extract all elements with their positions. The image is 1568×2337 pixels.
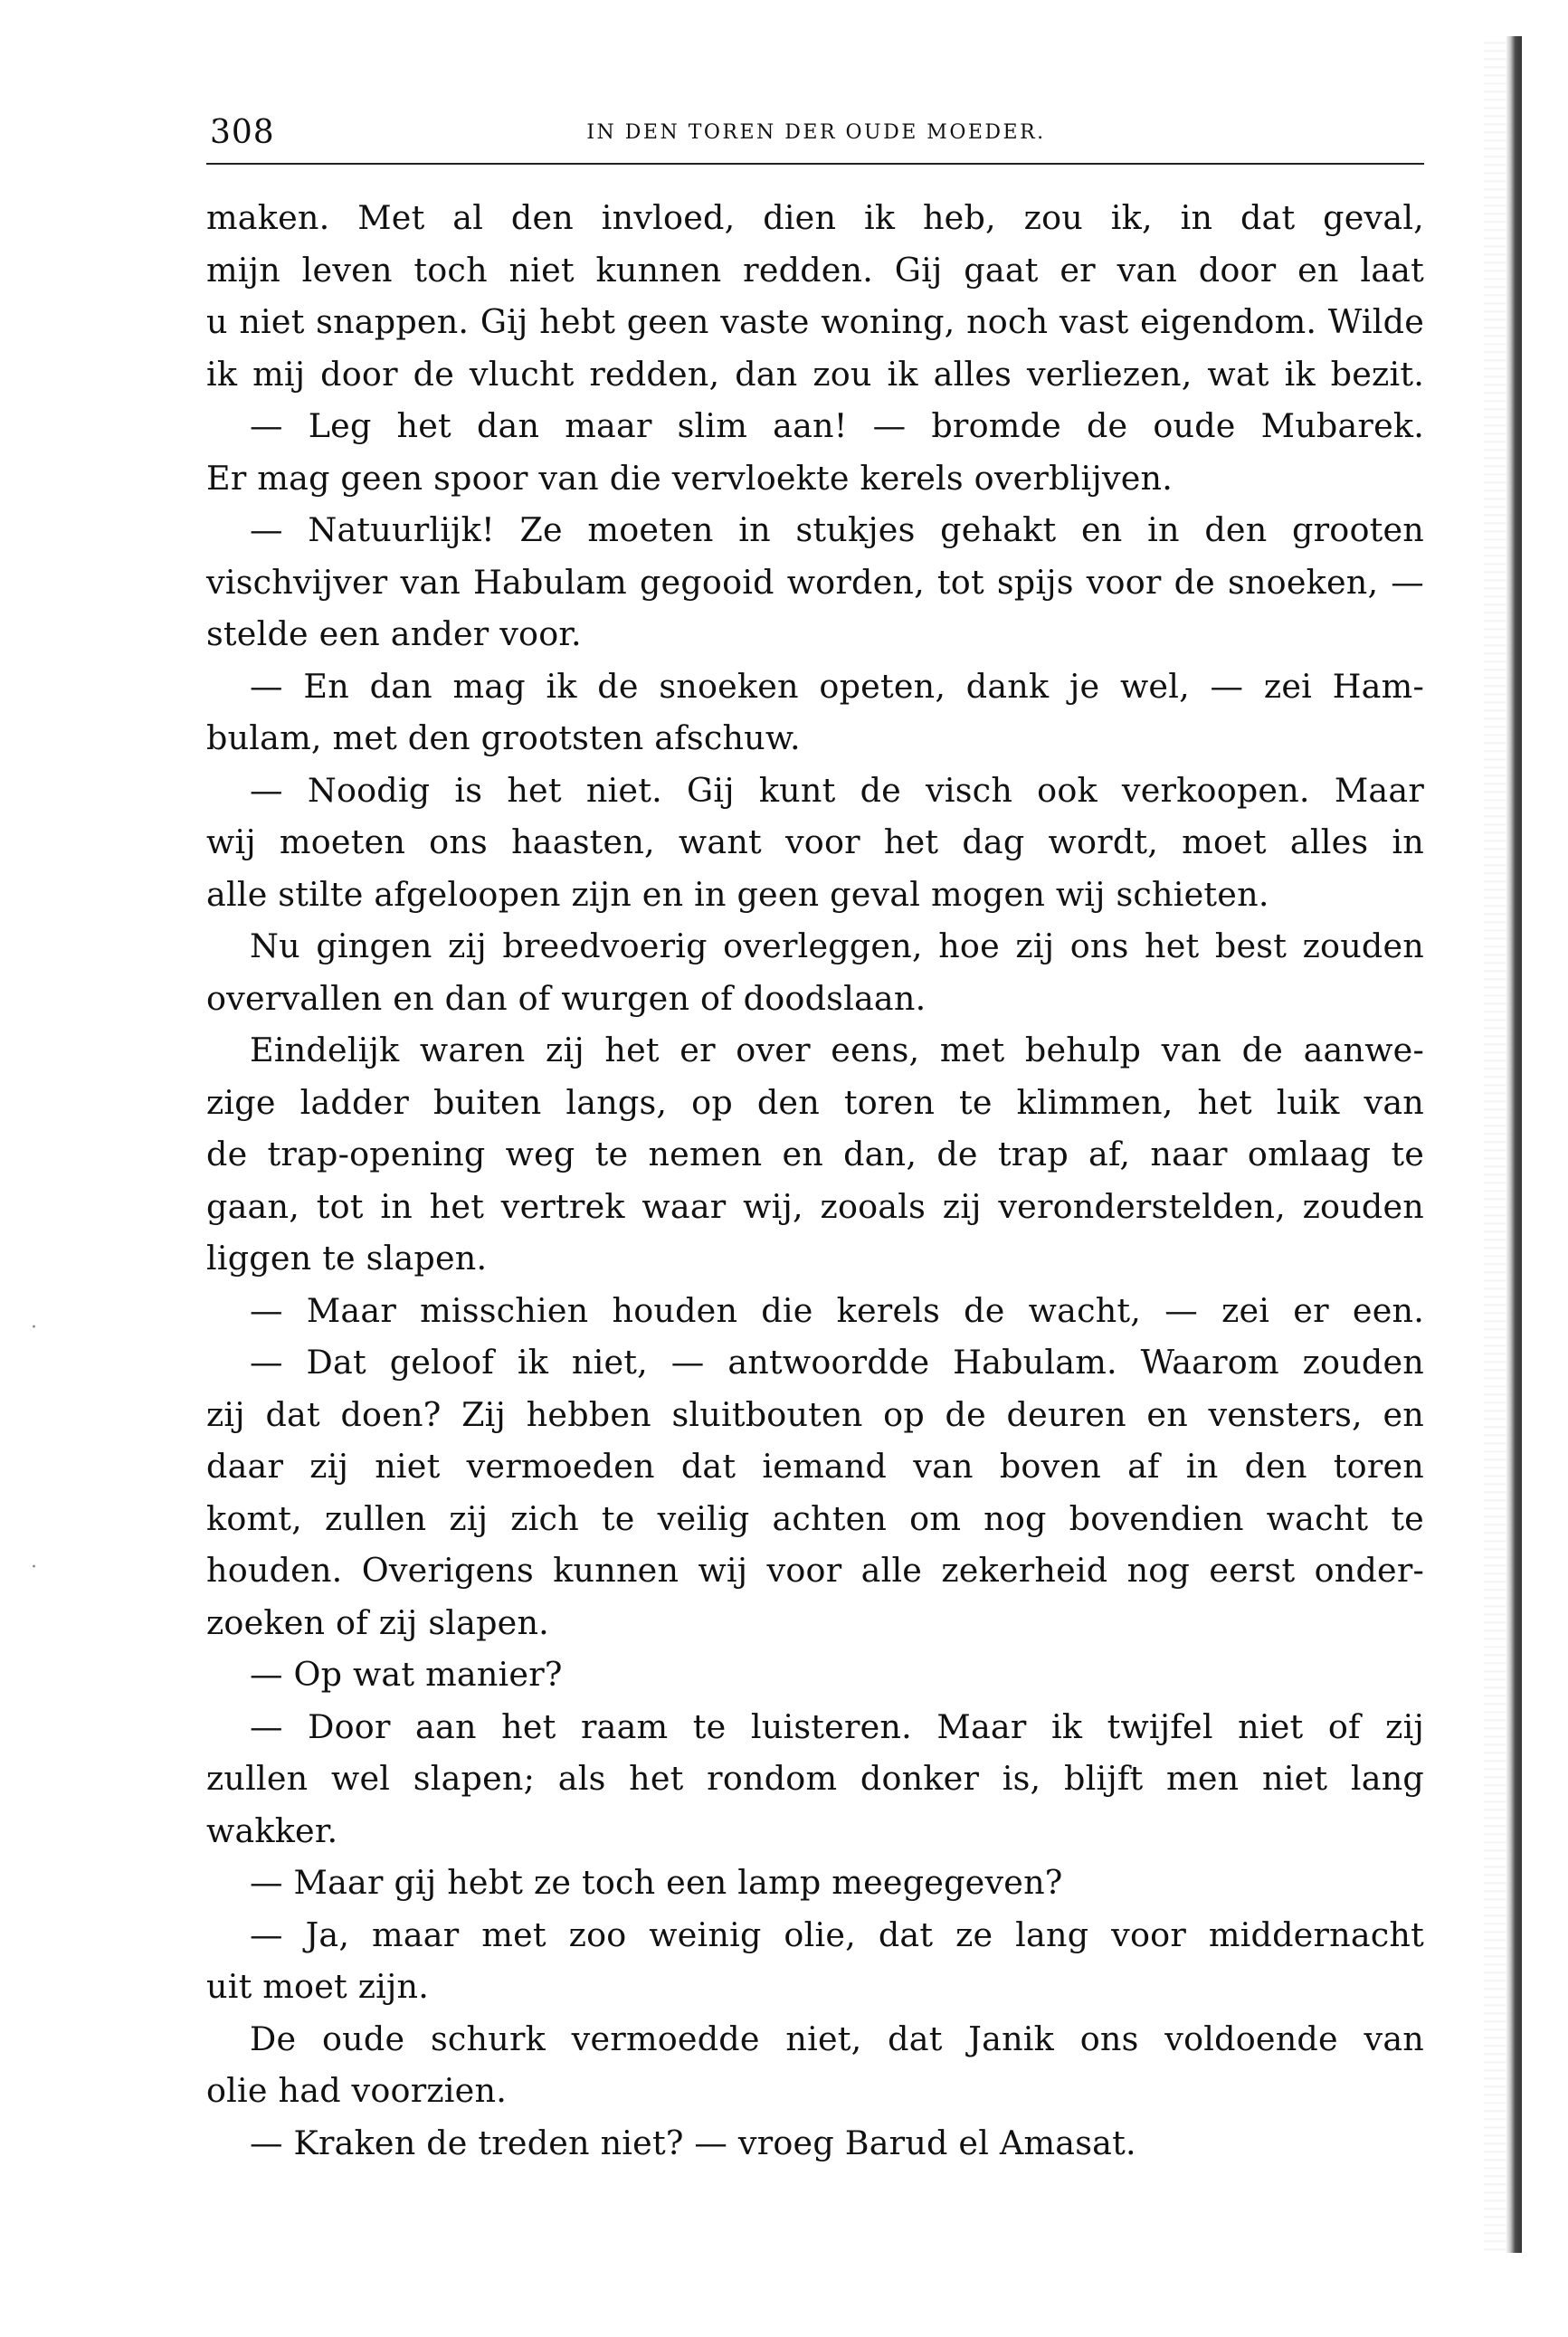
text-line: liggen te slapen. [206, 1239, 488, 1278]
text-line: — Noodig is het niet. Gij kunt de visch ook verkoopen. Maar [250, 770, 1424, 810]
text-line: — En dan mag ik de snoeken opeten, dank je wel, — zei Ham- [250, 666, 1424, 706]
text-line: Nu gingen zij breedvoerig overleggen, hoe zij ons het best zouden [250, 926, 1424, 965]
body-text [206, 192, 1424, 2169]
margin-speck: · [31, 1556, 37, 1579]
text-line: daar zij niet vermoeden dat iemand van boven af in den toren [206, 1447, 1424, 1486]
text-line: vischvijver van Habulam gegooid worden, tot spijs voor de snoeken, — [206, 562, 1424, 602]
text-line: overvallen en dan of wurgen of doodslaan. [206, 978, 927, 1018]
margin-speck: · [31, 1316, 37, 1339]
page-header [210, 114, 1422, 159]
text-line: olie had voorzien. [206, 2071, 507, 2110]
text-line: — Op wat manier? [250, 1655, 563, 1694]
text-line: Er mag geen spoor van die vervloekte kerels overblijven. [206, 458, 1174, 498]
running-title: IN DEN TOREN DER OUDE MOEDER. [586, 121, 1046, 144]
header-rule [206, 163, 1424, 165]
text-line: zoeken of zij slapen. [206, 1602, 549, 1642]
text-line: Eindelijk waren zij het er over eens, met behulp van de aanwe- [250, 1031, 1424, 1069]
text-line: maken. Met al den invloed, dien ik heb, zou ik, in dat geval, [206, 198, 1424, 237]
text-line: — Dat geloof ik niet, — antwoordde Habulam. Waarom zouden [250, 1343, 1424, 1382]
text-line: houden. Overigens kunnen wij voor alle zekerheid nog eerst onder- [206, 1551, 1424, 1590]
text-line: stelde een ander voor. [206, 614, 582, 653]
text-line: wij moeten ons haasten, want voor het dag wordt, moet alles in [206, 822, 1424, 861]
text-line: komt, zullen zij zich te veilig achten om nog bovendien wacht te [206, 1498, 1424, 1538]
page-edge-shadow [1506, 36, 1522, 2253]
text-line: — Leg het dan maar slim aan! — bromde de oude Mubarek. [250, 406, 1424, 445]
text-line: zullen wel slapen; als het rondom donker is, blijft men niet lang [206, 1759, 1424, 1798]
text-line: bulam, met den grootsten afschuw. [206, 718, 801, 757]
text-line: De oude schurk vermoedde niet, dat Janik ons voldoende van [250, 2019, 1424, 2058]
text-line: — Maar misschien houden die kerels de wacht, — zei er een. [250, 1290, 1424, 1330]
page-number: 308 [210, 114, 275, 151]
text-line: uit moet zijn. [206, 1967, 430, 2006]
text-line: — Ja, maar met zoo weinig olie, dat ze lang voor middernacht [250, 1914, 1424, 1954]
text-line: — Door aan het raam te luisteren. Maar ik twijfel niet of zij [250, 1706, 1424, 1746]
text-line: alle stilte afgeloopen zijn en in geen geval mogen wij schieten. [206, 874, 1269, 914]
text-line: — Kraken de treden niet? — vroeg Barud el Amasat. [250, 2123, 1136, 2162]
text-line: de trap-opening weg te nemen en dan, de trap af, naar omlaag te [206, 1135, 1424, 1173]
text-line: mijn leven toch niet kunnen redden. Gij gaat er van door en laat [206, 250, 1424, 290]
text-line: zige ladder buiten langs, op den toren te klimmen, het luik van [206, 1082, 1424, 1122]
text-line: u niet snappen. Gij hebt geen vaste woning, noch vast eigendom. Wilde [206, 302, 1424, 341]
text-line: zij dat doen? Zij hebben sluitbouten op de deuren en vensters, en [206, 1394, 1424, 1434]
text-line: — Natuurlijk! Ze moeten in stukjes gehakt en in den grooten [250, 510, 1424, 549]
text-line: gaan, tot in het vertrek waar wij, zooals zij veronderstelden, zouden [206, 1186, 1424, 1226]
text-line: wakker. [206, 1810, 338, 1850]
text-line: ik mij door de vlucht redden, dan zou ik alles verliezen, wat ik bezit. [206, 354, 1424, 394]
text-line: — Maar gij hebt ze toch een lamp meegegeven? [250, 1863, 1063, 1902]
